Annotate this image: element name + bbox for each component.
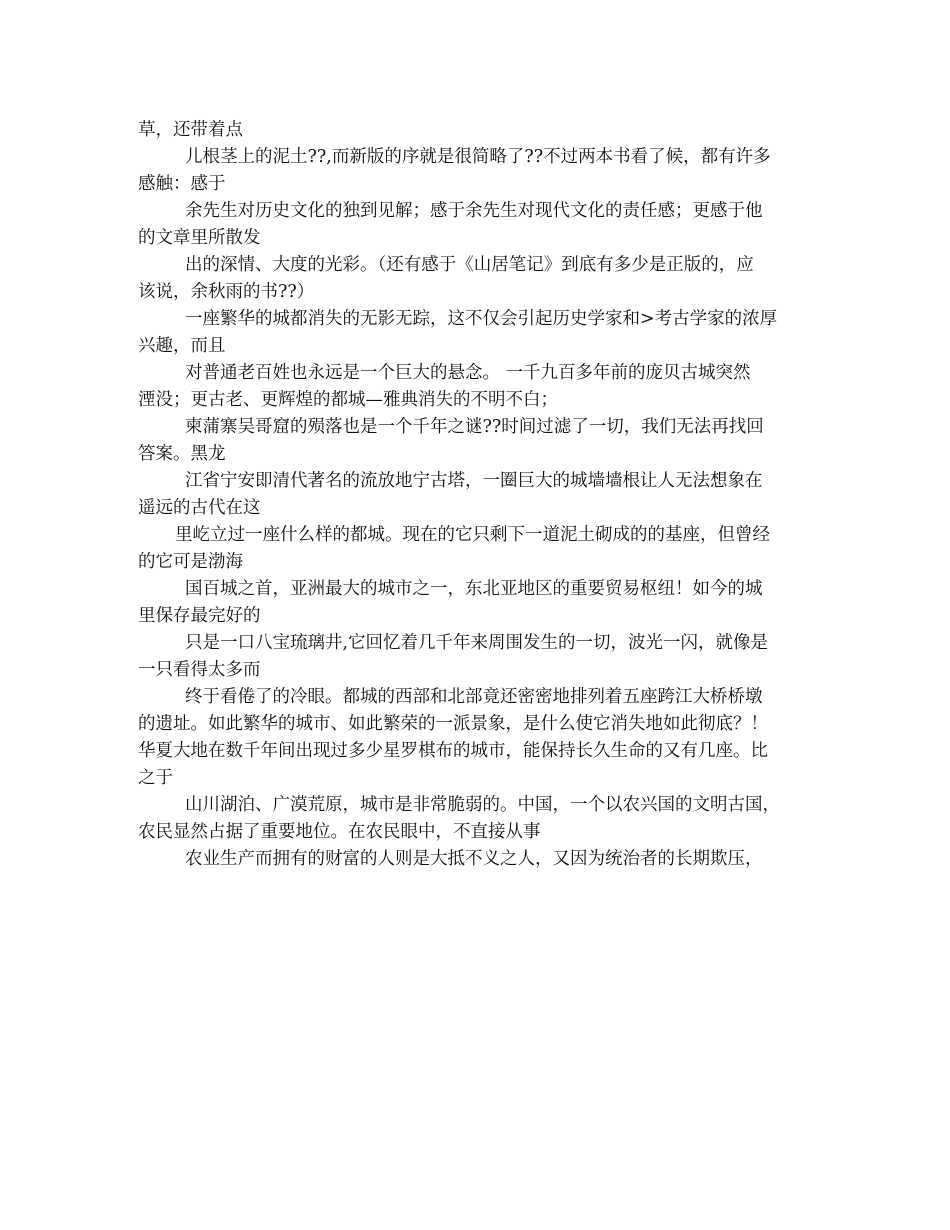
text-line: 只是一口八宝琉璃井,它回忆着几千年来周围发生的一切，波光一闪，就像是 [185, 633, 769, 653]
text-line: 的文章里所散发 [138, 228, 261, 248]
text-line: 华夏大地在数千年间出现过多少星罗棋布的城市，能保持长久生命的又有几座。比 [138, 741, 768, 761]
text-line: 柬蒲寨吴哥窟的殒落也是一个千年之谜??时间过滤了一切，我们无法再找回 [185, 417, 764, 437]
text-line: 国百城之首，亚洲最大的城市之一，东北亚地区的重要贸易枢纽！如今的城 [185, 579, 763, 599]
text-line: 草，还带着点 [138, 120, 243, 140]
text-line: 兴趣，而且 [138, 336, 226, 356]
text-line: 答案。黑龙 [138, 444, 226, 464]
text-line: 感触：感于 [138, 174, 226, 194]
text-line: 湮没；更古老、更辉煌的都城—雅典消失的不明不白； [138, 390, 558, 410]
text-line: 儿根茎上的泥土??,而新版的序就是很简略了??不过两本书看了候，都有许多 [185, 147, 771, 167]
text-line: 一只看得太多而 [138, 660, 261, 680]
text-line: 的遗址。如此繁华的城市、如此繁荣的一派景象，是什么使它消失地如此彻底？！ [138, 714, 768, 734]
text-line: 的它可是渤海 [138, 552, 243, 572]
text-line: 农民显然占据了重要地位。在农民眼中，不直接从事 [138, 822, 541, 842]
text-line: 农业生产而拥有的财富的人则是大抵不义之人，又因为统治者的长期欺压， [185, 849, 763, 869]
text-line: 里保存最完好的 [138, 606, 261, 626]
text-line: 遥远的古代在这 [138, 498, 261, 518]
text-line: 一座繁华的城都消失的无影无踪，这不仅会引起历史学家和>考古学家的浓厚 [185, 309, 778, 329]
text-line: 该说，余秋雨的书??） [138, 282, 315, 302]
text-line: 江省宁安即清代著名的流放地宁古塔，一圈巨大的城墙墙根让人无法想象在 [185, 471, 763, 491]
text-line: 对普通老百姓也永远是一个巨大的悬念。 一千九百多年前的庞贝古城突然 [185, 363, 751, 383]
body-text [138, 117, 818, 873]
text-line: 终于看倦了的冷眼。都城的西部和北部竟还密密地排列着五座跨江大桥桥墩 [185, 687, 763, 707]
text-line: 山川湖泊、广漠荒原，城市是非常脆弱的。中国，一个以农兴国的文明古国， [185, 795, 780, 815]
text-line: 里屹立过一座什么样的都城。现在的它只剩下一道泥土砌成的的基座，但曾经 [175, 525, 770, 545]
text-line: 余先生对历史文化的独到见解；感于余先生对现代文化的责任感；更感于他 [185, 201, 763, 221]
text-line: 出的深情、大度的光彩。（还有感于《山居笔记》到底有多少是正版的，应 [185, 255, 754, 275]
text-line: 之于 [138, 768, 173, 788]
